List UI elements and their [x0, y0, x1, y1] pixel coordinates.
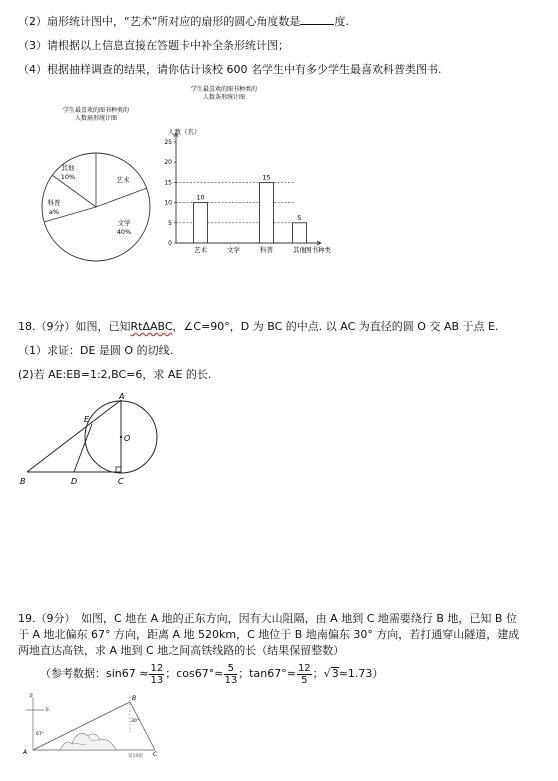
bar-y-tick-label: 15	[164, 179, 172, 187]
q19-reference-data: （参考数据：sin67 ≈ $\frac{12}{13}$ ；cos67°≈ $\frac{5}{13}$ ；tan67°≈ $\frac{12}{5}$ ；√3≈1.73）	[40, 662, 384, 686]
right-angle-mark	[116, 467, 121, 472]
bar-y-tick-label: 0	[168, 240, 172, 247]
north-label: 北	[29, 694, 34, 699]
label-a: A	[23, 749, 28, 756]
segment-de	[74, 424, 92, 472]
angle-67: 67°	[36, 732, 44, 737]
mountain-icon	[60, 733, 116, 750]
bar-3	[260, 182, 274, 243]
sqrt-radicand: 3	[331, 667, 339, 680]
q17-part3: （3）请根据以上信息直接在答题卡中补全条形统计图；	[18, 39, 289, 52]
pie-label-literature-pct: 40%	[116, 228, 132, 236]
east-label: 东	[45, 708, 50, 713]
q18-figure	[16, 392, 166, 488]
q19-line2: 于 A 地北偏东 67° 方向，距离 A 地 520km，C 地位于 B 地南偏东 30° 方向，若打通穿山隧道，建成	[18, 628, 520, 641]
bar-y-axis-label: 人数（名）	[168, 128, 201, 136]
q18-stem: 18.（9分）如图，已知RtΔABC，∠C=90°，D 为 BC 的中点. 以 AC 为直径的圆 O 交 AB 于点 E.	[18, 320, 499, 333]
fraction-sin: $\frac{12}{13}$	[150, 662, 164, 686]
pie-chart	[30, 104, 170, 262]
bar-category-label: 科普	[260, 246, 273, 254]
figure-caption: 第19题	[128, 754, 143, 759]
pie-label-science: 科普	[47, 199, 61, 207]
bar-x-axis-label: 图书种类	[305, 246, 331, 254]
label-d: D	[71, 477, 78, 486]
fraction-tan: $\frac{12}{5}$	[297, 662, 311, 686]
bar-value-label: 15	[262, 173, 271, 182]
bar-category-label: 艺术	[194, 246, 207, 254]
pie-title-line2: 人数扇形统计图	[74, 115, 118, 122]
segment-ab	[27, 400, 121, 472]
bar-1	[194, 203, 208, 243]
bar-y-tick-label: 25	[164, 139, 172, 146]
bar-value-label: 5	[297, 213, 302, 222]
bar-category-label: 文学	[227, 246, 240, 254]
bar-marks	[194, 173, 307, 254]
label-b: B	[20, 477, 26, 486]
q17-part4: （4）根据抽样调查的结果，请你估计该校 600 名学生中有多少学生最喜欢科普类图书.	[18, 63, 442, 76]
bar-title-line2: 人数条形统计图	[202, 94, 246, 101]
bar-y-tick-label: 5	[168, 219, 172, 227]
q18-part2: (2)若 AE:EB=1:2,BC=6，求 AE 的长.	[18, 368, 212, 381]
q18-part1: （1）求证：DE 是圆 O 的切线.	[18, 344, 174, 357]
q19-figure	[20, 690, 170, 760]
bar-chart	[154, 82, 344, 262]
fraction-cos: $\frac{5}{13}$	[224, 662, 238, 686]
pie-title-line1: 学生最喜欢的图书种类的	[62, 107, 130, 114]
label-e: E	[84, 415, 90, 424]
label-b: B	[132, 695, 137, 702]
center-o-dot	[120, 436, 122, 438]
label-a: A	[119, 392, 125, 401]
label-c: C	[153, 751, 158, 758]
rt-triangle-label: RtΔABC	[130, 320, 173, 333]
pie-label-literature: 文学	[117, 219, 131, 227]
q17-part2: （2）扇形统计图中，“艺术”所对应的扇形的圆心角度数是 度.	[18, 15, 349, 28]
bar-4	[293, 223, 307, 243]
bar-category-label: 其他	[293, 246, 306, 254]
bar-value-label: 10	[196, 193, 205, 202]
answer-blank	[300, 14, 334, 25]
bar-y-tick-label: 20	[164, 159, 172, 167]
q19-line3: 两地直达高铁，求 A 地到 C 地之间高铁线路的长（结果保留整数）	[18, 644, 345, 657]
bar-title-line1: 学生最喜欢的图书种类的	[190, 86, 258, 93]
angle-30: 30°	[131, 719, 139, 724]
pie-label-art: 艺术	[116, 176, 130, 184]
pie-label-science-pct: a%	[48, 208, 60, 216]
label-c: C	[118, 477, 124, 486]
segment-bc	[130, 702, 155, 750]
label-o: O	[124, 434, 131, 443]
pie-label-other: 其他	[61, 164, 75, 172]
q19-line1: 19.（9分） 如图，C 地在 A 地的正东方向，因有大山阻隔，由 A 地到 C 地需要绕行 B 地，已知 B 位	[18, 612, 517, 625]
pie-label-other-pct: 10%	[60, 173, 76, 181]
bar-y-tick-label: 10	[164, 199, 172, 207]
